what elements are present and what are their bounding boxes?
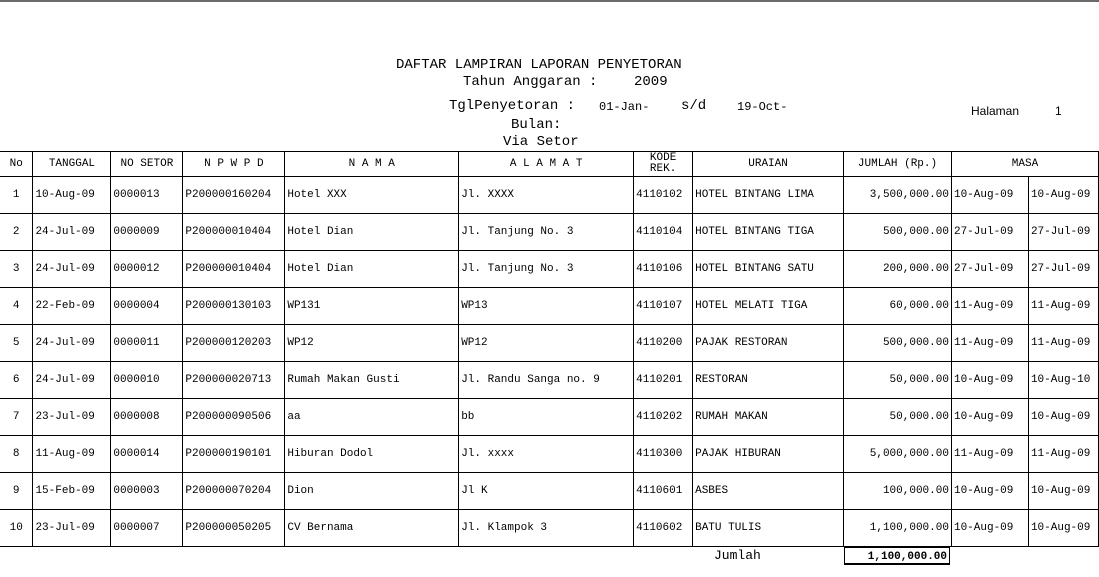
- table-row: [0, 214, 1099, 251]
- header-uraian: URAIAN: [693, 152, 844, 177]
- cell-masa-sampai: 10-Aug-10: [1028, 362, 1098, 399]
- cell-npwpd: P200000190101: [183, 436, 285, 473]
- cell-nama: Hotel Dian: [285, 251, 459, 288]
- cell-nama: Hiburan Dodol: [285, 436, 459, 473]
- tahun-anggaran-value: 2009: [634, 74, 668, 90]
- cell-uraian: PAJAK RESTORAN: [693, 325, 844, 362]
- cell-masa-sampai: 27-Jul-09: [1028, 214, 1098, 251]
- cell-npwpd: P200000050205: [183, 510, 285, 547]
- cell-alamat: Jl. Randu Sanga no. 9: [459, 362, 634, 399]
- cell-masa-sampai: 10-Aug-09: [1028, 177, 1098, 214]
- header-nama: N A M A: [285, 152, 459, 177]
- cell-tanggal: 24-Jul-09: [33, 325, 111, 362]
- cell-uraian: BATU TULIS: [693, 510, 844, 547]
- report-title: DAFTAR LAMPIRAN LAPORAN PENYETORAN: [396, 57, 682, 73]
- cell-uraian: ASBES: [693, 473, 844, 510]
- cell-masa-sampai: 27-Jul-09: [1028, 251, 1098, 288]
- header-kode-line1: KODE: [649, 152, 677, 164]
- cell-tanggal: 23-Jul-09: [33, 510, 111, 547]
- header-alamat: A L A M A T: [459, 152, 634, 177]
- cell-npwpd: P200000010404: [183, 251, 285, 288]
- cell-masa-dari: 11-Aug-09: [951, 288, 1028, 325]
- cell-nama: Hotel Dian: [285, 214, 459, 251]
- cell-npwpd: P200000130103: [183, 288, 285, 325]
- cell-kode-rek: 4110102: [634, 177, 693, 214]
- cell-alamat: Jl. Klampok 3: [459, 510, 634, 547]
- cell-no: 10: [0, 510, 33, 547]
- cell-no: 9: [0, 473, 33, 510]
- cell-kode-rek: 4110104: [634, 214, 693, 251]
- cell-nama: Hotel XXX: [285, 177, 459, 214]
- cell-masa-dari: 10-Aug-09: [951, 177, 1028, 214]
- cell-npwpd: P200000120203: [183, 325, 285, 362]
- cell-tanggal: 10-Aug-09: [33, 177, 111, 214]
- cell-tanggal: 15-Feb-09: [33, 473, 111, 510]
- cell-no: 6: [0, 362, 33, 399]
- header-tanggal: TANGGAL: [33, 152, 111, 177]
- cell-masa-sampai: 11-Aug-09: [1028, 288, 1098, 325]
- cell-kode-rek: 4110107: [634, 288, 693, 325]
- table-row: [0, 436, 1099, 473]
- cell-no: 7: [0, 399, 33, 436]
- cell-uraian: HOTEL MELATI TIGA: [693, 288, 844, 325]
- cell-npwpd: P200000020713: [183, 362, 285, 399]
- cell-jumlah: 1,100,000.00: [844, 510, 952, 547]
- tgl-penyetoran-from: 01-Jan-: [599, 100, 650, 114]
- cell-nama: WP131: [285, 288, 459, 325]
- report-table: [0, 151, 1099, 547]
- header-no-setor: NO SETOR: [111, 152, 183, 177]
- cell-jumlah: 3,500,000.00: [844, 177, 952, 214]
- tgl-penyetoran-label: TglPenyetoran :: [449, 98, 576, 114]
- header-npwpd: N P W P D: [183, 152, 285, 177]
- cell-no-setor: 0000013: [111, 177, 183, 214]
- cell-masa-dari: 10-Aug-09: [951, 473, 1028, 510]
- cell-alamat: Jl. XXXX: [459, 177, 634, 214]
- cell-masa-dari: 27-Jul-09: [951, 251, 1028, 288]
- cell-alamat: Jl. xxxx: [459, 436, 634, 473]
- table-row: [0, 510, 1099, 547]
- table-row: [0, 251, 1099, 288]
- cell-npwpd: P200000070204: [183, 473, 285, 510]
- halaman-label: Halaman: [971, 104, 1020, 118]
- table-row: [0, 362, 1099, 399]
- table-header-row: [0, 152, 1099, 177]
- cell-jumlah: 50,000.00: [844, 362, 952, 399]
- cell-tanggal: 24-Jul-09: [33, 362, 111, 399]
- cell-no-setor: 0000003: [111, 473, 183, 510]
- cell-alamat: bb: [459, 399, 634, 436]
- cell-kode-rek: 4110201: [634, 362, 693, 399]
- table-row: [0, 473, 1099, 510]
- cell-kode-rek: 4110106: [634, 251, 693, 288]
- cell-npwpd: P200000090506: [183, 399, 285, 436]
- cell-nama: Rumah Makan Gusti: [285, 362, 459, 399]
- header-masa: MASA: [951, 152, 1098, 177]
- cell-masa-sampai: 10-Aug-09: [1028, 399, 1098, 436]
- cell-no-setor: 0000009: [111, 214, 183, 251]
- cell-masa-dari: 11-Aug-09: [951, 325, 1028, 362]
- cell-jumlah: 60,000.00: [844, 288, 952, 325]
- header-no: No: [0, 152, 33, 177]
- table-row: [0, 399, 1099, 436]
- cell-no-setor: 0000007: [111, 510, 183, 547]
- cell-uraian: PAJAK HIBURAN: [693, 436, 844, 473]
- header-kode-line2: REK.: [649, 163, 677, 175]
- table-row: [0, 288, 1099, 325]
- cell-npwpd: P200000160204: [183, 177, 285, 214]
- table-row: [0, 177, 1099, 214]
- cell-no-setor: 0000011: [111, 325, 183, 362]
- jumlah-total: 1,100,000.00: [844, 547, 950, 565]
- tgl-penyetoran-to: 19-Oct-: [737, 100, 788, 114]
- cell-kode-rek: 4110602: [634, 510, 693, 547]
- cell-jumlah: 50,000.00: [844, 399, 952, 436]
- cell-no-setor: 0000010: [111, 362, 183, 399]
- cell-masa-dari: 10-Aug-09: [951, 510, 1028, 547]
- cell-no-setor: 0000004: [111, 288, 183, 325]
- cell-tanggal: 24-Jul-09: [33, 251, 111, 288]
- cell-no-setor: 0000008: [111, 399, 183, 436]
- cell-jumlah: 200,000.00: [844, 251, 952, 288]
- cell-no: 8: [0, 436, 33, 473]
- cell-tanggal: 24-Jul-09: [33, 214, 111, 251]
- cell-nama: CV Bernama: [285, 510, 459, 547]
- cell-no: 5: [0, 325, 33, 362]
- via-setor-label: Via Setor: [503, 134, 579, 150]
- cell-tanggal: 22-Feb-09: [33, 288, 111, 325]
- tgl-penyetoran-sd: s/d: [681, 98, 707, 114]
- cell-uraian: RUMAH MAKAN: [693, 399, 844, 436]
- cell-no: 1: [0, 177, 33, 214]
- cell-kode-rek: 4110200: [634, 325, 693, 362]
- cell-masa-dari: 10-Aug-09: [951, 399, 1028, 436]
- header-kode-rek: [634, 152, 693, 177]
- cell-masa-dari: 11-Aug-09: [951, 436, 1028, 473]
- cell-alamat: WP13: [459, 288, 634, 325]
- cell-uraian: HOTEL BINTANG SATU: [693, 251, 844, 288]
- cell-masa-dari: 27-Jul-09: [951, 214, 1028, 251]
- cell-masa-sampai: 10-Aug-09: [1028, 473, 1098, 510]
- bulan-label: Bulan:: [511, 117, 562, 133]
- jumlah-label: Jumlah: [714, 548, 761, 563]
- cell-uraian: HOTEL BINTANG TIGA: [693, 214, 844, 251]
- cell-nama: Dion: [285, 473, 459, 510]
- cell-masa-sampai: 11-Aug-09: [1028, 325, 1098, 362]
- cell-alamat: Jl. Tanjung No. 3: [459, 214, 634, 251]
- cell-jumlah: 100,000.00: [844, 473, 952, 510]
- cell-kode-rek: 4110300: [634, 436, 693, 473]
- cell-no-setor: 0000014: [111, 436, 183, 473]
- cell-uraian: RESTORAN: [693, 362, 844, 399]
- cell-masa-dari: 10-Aug-09: [951, 362, 1028, 399]
- cell-no-setor: 0000012: [111, 251, 183, 288]
- cell-masa-sampai: 11-Aug-09: [1028, 436, 1098, 473]
- cell-uraian: HOTEL BINTANG LIMA: [693, 177, 844, 214]
- cell-nama: WP12: [285, 325, 459, 362]
- cell-alamat: WP12: [459, 325, 634, 362]
- cell-npwpd: P200000010404: [183, 214, 285, 251]
- cell-kode-rek: 4110601: [634, 473, 693, 510]
- tahun-anggaran-label: Tahun Anggaran :: [463, 74, 598, 90]
- cell-alamat: Jl K: [459, 473, 634, 510]
- cell-masa-sampai: 10-Aug-09: [1028, 510, 1098, 547]
- cell-no: 2: [0, 214, 33, 251]
- header-jumlah: JUMLAH (Rp.): [844, 152, 952, 177]
- cell-nama: aa: [285, 399, 459, 436]
- cell-alamat: Jl. Tanjung No. 3: [459, 251, 634, 288]
- halaman-number: 1: [1055, 104, 1062, 118]
- table-row: [0, 325, 1099, 362]
- cell-kode-rek: 4110202: [634, 399, 693, 436]
- cell-tanggal: 23-Jul-09: [33, 399, 111, 436]
- top-border-line: [0, 0, 1099, 2]
- cell-jumlah: 500,000.00: [844, 325, 952, 362]
- cell-tanggal: 11-Aug-09: [33, 436, 111, 473]
- cell-no: 4: [0, 288, 33, 325]
- cell-jumlah: 500,000.00: [844, 214, 952, 251]
- cell-no: 3: [0, 251, 33, 288]
- cell-jumlah: 5,000,000.00: [844, 436, 952, 473]
